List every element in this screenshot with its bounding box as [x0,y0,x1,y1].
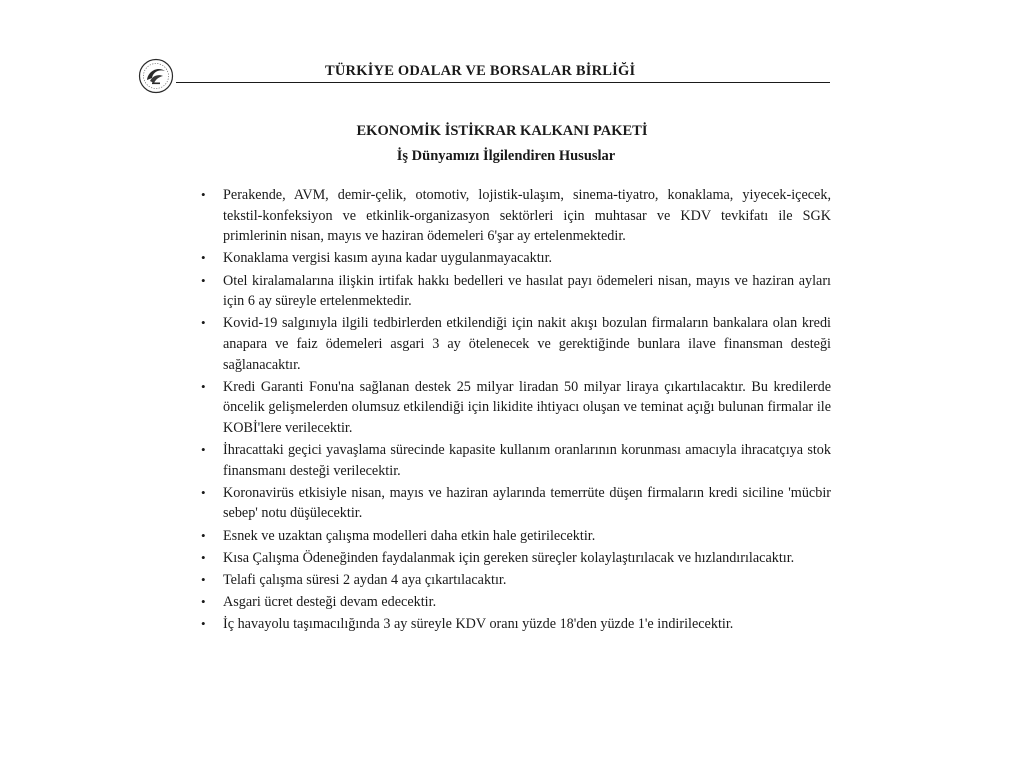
list-item-text: Esnek ve uzaktan çalışma modelleri daha etkin hale getirilecektir. [223,527,596,544]
bullet-icon: • [201,378,206,394]
list-item [201,592,831,613]
document-subtitle: İş Dünyamızı İlgilendiren Hususlar [396,148,616,164]
list-item-text: Asgari ücret desteği devam edecektir. [223,594,437,611]
document-title: EKONOMİK İSTİKRAR KALKANI PAKETİ [356,123,648,139]
list-item-text: İhracattaki geçici yavaşlama sürecinde kapasite kullanım oranlarının korunması amacıyla ihracatçıya stok finansmanı desteği verilecektir. [223,442,831,479]
list-item [201,440,831,481]
bullet-icon: • [201,484,206,500]
list-item-text: Kısa Çalışma Ödeneğinden faydalanmak için gereken süreçler kolaylaştırılacak ve hızlandırılacaktır. [223,549,795,566]
list-item [201,483,831,524]
list-item [201,248,831,269]
list-item [201,548,831,569]
bullet-icon: • [201,442,206,458]
list-item [201,570,831,591]
list-item-text: Koronavirüs etkisiyle nisan, mayıs ve haziran aylarında temerrüte düşen firmaların kredi siciline 'mücbir sebep' notu düşülecektir. [223,484,831,522]
bullet-icon: • [201,616,206,632]
list-item [201,185,831,247]
bullet-icon: • [201,315,206,331]
list-item-text: Kovid-19 salgınıyla ilgili tedbirlerden etkilendiği için nakit akışı bozulan firmaların bankalara olan kredi anapara ve faiz ödemeleri asgari 3 ay ötelenecek ve gerektiğinde bunlara ilave finansman desteği sağlanacaktır. [223,315,831,373]
tobb-logo-icon [138,58,174,94]
list-item [201,526,831,547]
bullet-icon: • [201,549,206,565]
list-item-text: Otel kiralamalarına ilişkin irtifak hakkı bedelleri ve hasılat payı ödemeleri nisan, mayıs ve haziran ayları için 6 ay süreyle ertelenmektedir. [223,272,831,310]
list-item-text: Telafi çalışma süresi 2 aydan 4 aya çıkartılacaktır. [223,572,507,589]
list-item [201,377,831,439]
list-item-text: Konaklama vergisi kasım ayına kadar uygulanmayacaktır. [223,250,553,267]
tobb-logo-graphic [138,58,174,94]
organization-name: TÜRKİYE ODALAR VE BORSALAR BİRLİĞİ [325,63,636,79]
bullet-icon: • [201,527,206,543]
list-item-text: Perakende, AVM, demir-çelik, otomotiv, lojistik-ulaşım, sinema-tiyatro, konaklama, yiyecek-içecek, tekstil-konfeksiyon ve etkinlik-organizasyon sektörleri için muhtasar ve KDV tevkifatı ile SGK primlerinin nisan, mayıs ve haziran ödemeleri 6'şar ay ertelenmektedir. [223,187,831,245]
bullet-icon: • [201,187,206,202]
bullet-icon: • [201,272,206,288]
measures-list [201,185,831,637]
bullet-icon: • [201,572,206,588]
header-divider [176,82,830,83]
list-item [201,614,831,635]
bullet-icon: • [201,250,206,266]
list-item [201,313,831,375]
list-item-text: Kredi Garanti Fonu'na sağlanan destek 25 milyar liradan 50 milyar liraya çıkartılacaktır. Bu kredilerde öncelik gelişmelerden olumsuz etkilendiği için likidite ihtiyacı oluşan ve teminat açığı bulunan firmalar ile KOBİ'lere verilecektir. [223,378,831,436]
list-item-text: İç havayolu taşımacılığında 3 ay süreyle KDV oranı yüzde 18'den yüzde 1'e indirilecektir. [223,616,734,633]
list-item [201,271,831,312]
bullet-icon: • [201,594,206,610]
